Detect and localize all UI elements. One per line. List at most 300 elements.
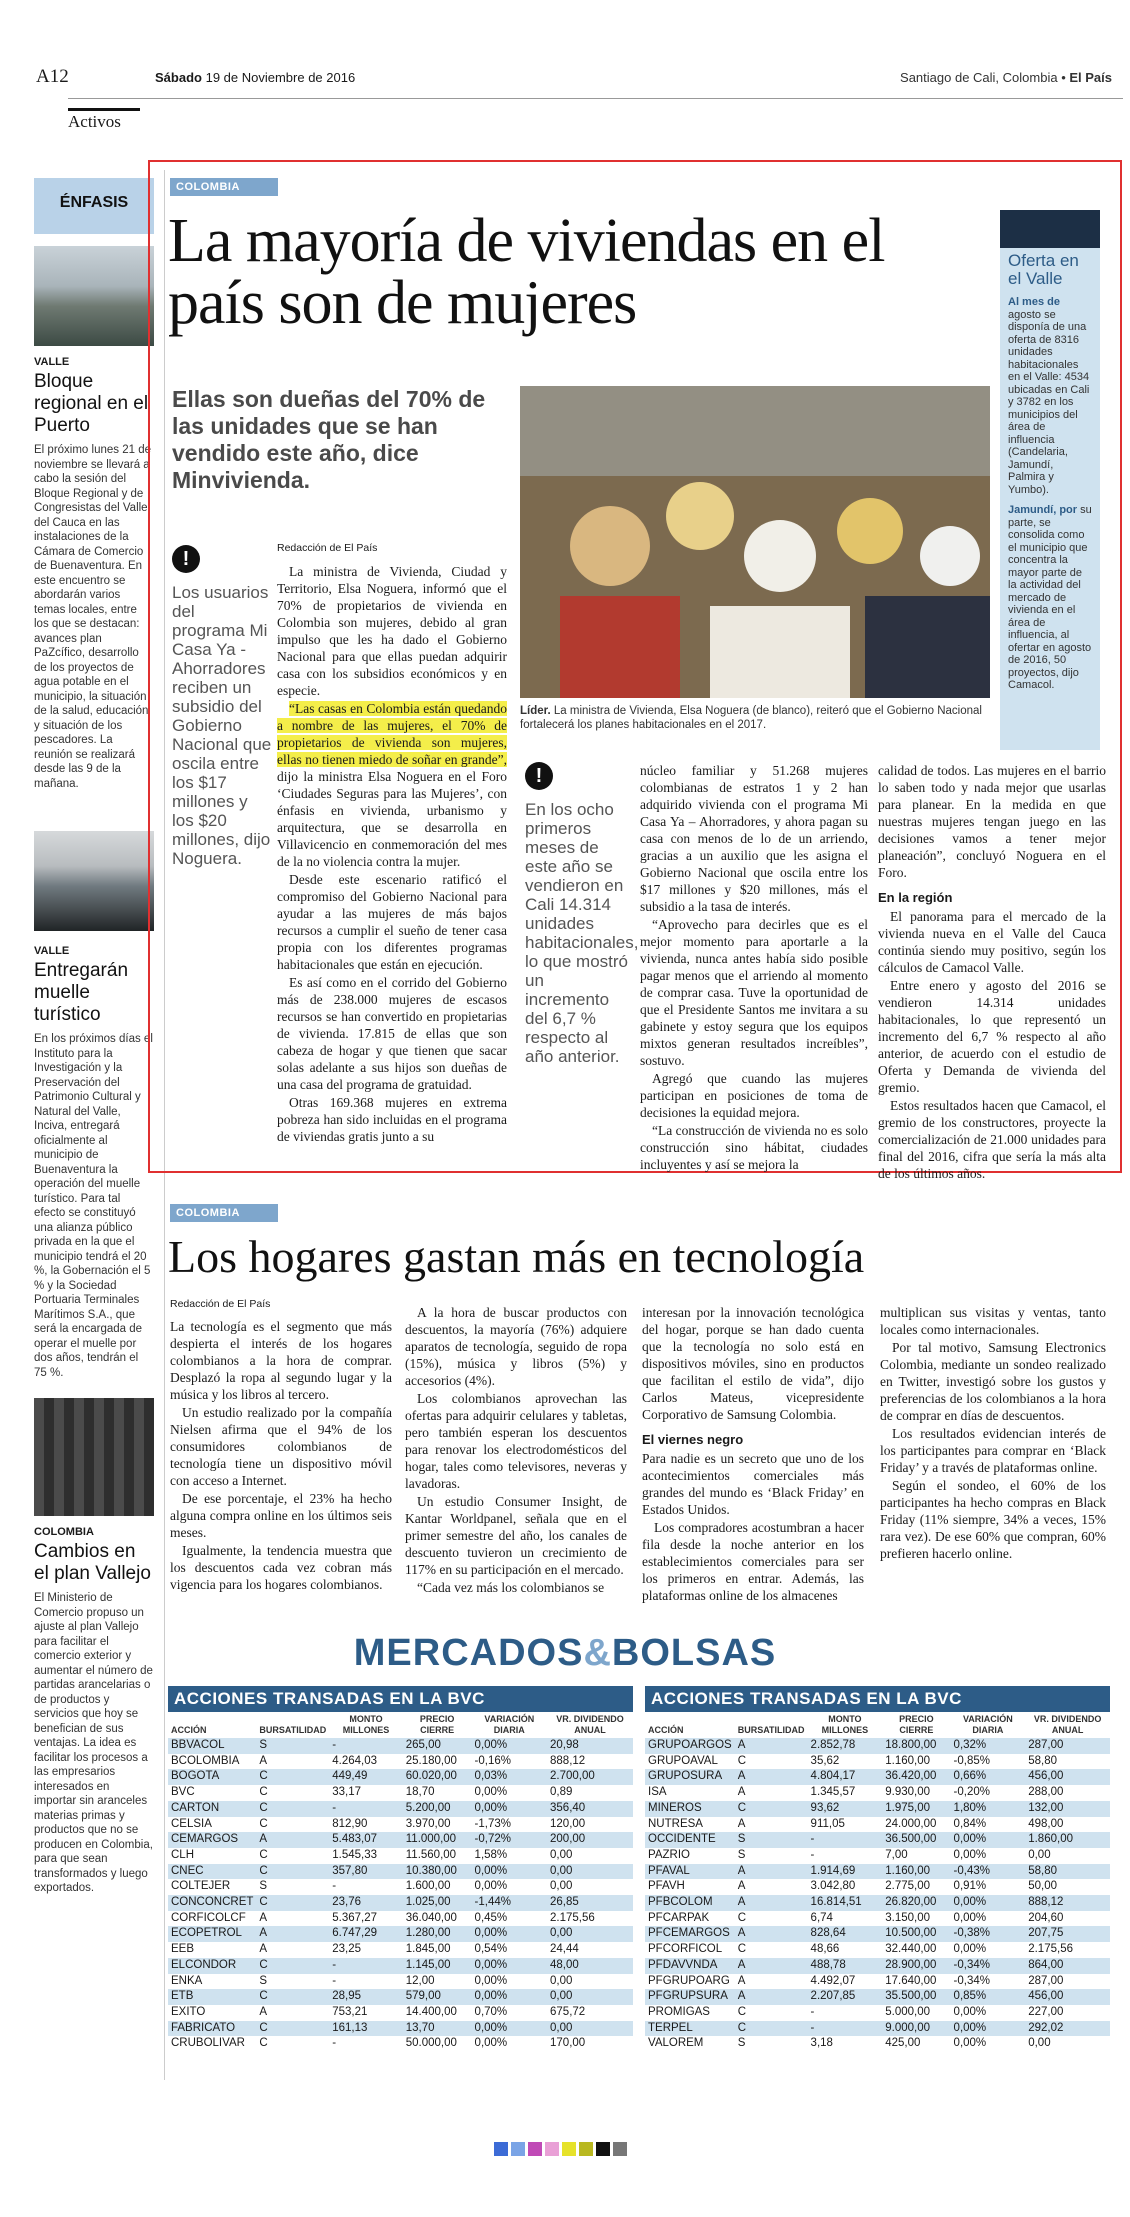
stocks-table-header <box>168 1712 633 1738</box>
markets-title-left: MERCADOS <box>353 1632 584 1674</box>
sidebar-item <box>34 356 154 791</box>
stock-cell: 1.025,00 <box>403 1895 472 1911</box>
stock-cell: 0,00 <box>1025 2036 1110 2052</box>
article1-col2-p3: Agregó que cuando las mujeres participan en posiciones de toma de decisiones la equidad mejora. <box>640 1071 868 1120</box>
stock-row <box>168 1848 633 1864</box>
stock-cell: 498,00 <box>1025 1817 1110 1833</box>
stock-cell: 2.700,00 <box>547 1769 633 1785</box>
stock-cell: 1,80% <box>951 1801 1026 1817</box>
stock-cell: 0,45% <box>472 1911 547 1927</box>
stock-row <box>645 1817 1110 1833</box>
stock-cell: 828,64 <box>808 1926 883 1942</box>
stock-cell: 2.775,00 <box>882 1879 950 1895</box>
oferta-box <box>1000 210 1100 750</box>
stock-cell: PFAVH <box>645 1879 735 1895</box>
stocks-table-right <box>645 1712 1110 2052</box>
stock-cell: 5.483,07 <box>329 1832 403 1848</box>
stock-cell: 888,12 <box>547 1754 633 1770</box>
header-paper: El País <box>1069 70 1112 85</box>
stock-cell: 0,00 <box>547 1926 633 1942</box>
stock-cell: MINEROS <box>645 1801 735 1817</box>
article2-col2-p2: Los colombianos aprovechan las ofertas para adquirir celulares y tabletas, pero también esperan los descuentos para renovar los electrodomésticos del hogar, tales como televisores, neveras y lavadoras. <box>405 1391 627 1491</box>
article1-caption-lead: Líder. <box>520 705 551 717</box>
article1-column-2 <box>640 762 868 1174</box>
stock-row <box>645 1958 1110 1974</box>
info-callout-2-text: En los ocho primeros meses de este año se vendieron en Cali 14.314 unidades habitacionales, lo que mostró un incremento del 6,7 % respecto al año anterior. <box>525 800 639 1066</box>
stock-cell: -0,34% <box>951 1974 1026 1990</box>
stock-cell: -0,43% <box>951 1864 1026 1880</box>
stock-cell: 0,00% <box>472 1974 547 1990</box>
stocks-column-header: BURSATILIDAD <box>259 1725 327 1735</box>
stock-cell: 356,40 <box>547 1801 633 1817</box>
stock-cell: 11.000,00 <box>403 1832 472 1848</box>
stock-cell: 9.930,00 <box>882 1785 950 1801</box>
sidebar-item-title: Cambios en el plan Vallejo <box>34 1541 151 1584</box>
stock-row <box>168 1926 633 1942</box>
article2-headline: Los hogares gastan más en tecnología <box>168 1231 865 1282</box>
registration-swatch <box>579 2142 593 2156</box>
stock-cell: 0,00% <box>472 1926 547 1942</box>
stock-cell: 0,84% <box>951 1817 1026 1833</box>
article2-col1-p1: La tecnología es el segmento que más despierta el interés de los hogares colombianos a la hora de comprar. Desplazó la ropa al segundo lugar y la música y los libros al tercero. <box>170 1319 392 1402</box>
stock-cell: 0,00% <box>472 1785 547 1801</box>
stock-cell: 288,00 <box>1025 1785 1110 1801</box>
stock-cell: 287,00 <box>1025 1974 1110 1990</box>
stock-cell: 2.852,78 <box>808 1738 883 1754</box>
stock-cell: PFGRUPSURA <box>645 1989 735 2005</box>
stock-cell: 675,72 <box>547 2005 633 2021</box>
stock-cell: -0,85% <box>951 1754 1026 1770</box>
stock-cell: 11.560,00 <box>403 1848 472 1864</box>
registration-swatch <box>562 2142 576 2156</box>
stock-cell: C <box>256 2036 329 2052</box>
sidebar-photo-containers <box>34 1398 154 1516</box>
stock-cell: 1.860,00 <box>1025 1832 1110 1848</box>
section-label: Activos <box>68 108 140 132</box>
stock-cell: PFDAVVNDA <box>645 1958 735 1974</box>
stock-cell: BBVACOL <box>168 1738 256 1754</box>
stocks-table-header <box>645 1712 1110 1738</box>
stocks-column-header: BURSATILIDAD <box>737 1725 805 1735</box>
markets-title-amp: & <box>583 1632 612 1674</box>
stock-cell: A <box>735 1769 808 1785</box>
markets-title <box>0 1632 1130 1675</box>
exclamation-icon: ! <box>172 545 200 573</box>
stock-cell: PFGRUPOARG <box>645 1974 735 1990</box>
stock-cell: ECOPETROL <box>168 1926 256 1942</box>
stock-row <box>168 1989 633 2005</box>
stock-cell: 456,00 <box>1025 1989 1110 2005</box>
article1-column-1 <box>277 540 507 1146</box>
stock-cell: 10.380,00 <box>403 1864 472 1880</box>
stock-cell: 812,90 <box>329 1817 403 1833</box>
stock-cell: GRUPOAVAL <box>645 1754 735 1770</box>
article1-photo-art <box>520 386 990 698</box>
stock-cell: 1.345,57 <box>808 1785 883 1801</box>
stock-row <box>645 1974 1110 1990</box>
article2-col4-p2: Por tal motivo, Samsung Electronics Colombia, mediante un sondeo realizado en Twitter, investigó sobre los gustos y preferencias de los colombianos a la hora de comprar en días de descuentos. <box>880 1340 1106 1423</box>
oferta-box-title: Oferta en el Valle <box>1008 251 1079 288</box>
header-date-text: 19 de Noviembre de 2016 <box>205 70 356 85</box>
stock-cell: -1,73% <box>472 1817 547 1833</box>
stock-cell: 5.200,00 <box>403 1801 472 1817</box>
stocks-panel-left <box>168 1686 633 2052</box>
sidebar-item <box>34 1526 154 1896</box>
stock-cell: 25.180,00 <box>403 1754 472 1770</box>
stock-cell: 488,78 <box>808 1958 883 1974</box>
article1-col1-p3: Desde este escenario ratificó el compromiso del Gobierno Nacional para ayudar a las mujeres de más bajos recursos a cumplir el sueño de tener casa propia con los diferentes programas habitacionales que están en ejecución. <box>277 872 507 972</box>
stock-cell: A <box>735 1864 808 1880</box>
stock-row <box>645 1879 1110 1895</box>
stock-cell: A <box>256 1942 329 1958</box>
page-number: A12 <box>36 66 69 87</box>
stock-cell: C <box>256 1989 329 2005</box>
stock-cell: 0,00% <box>951 2005 1026 2021</box>
sidebar-item-kicker: COLOMBIA <box>34 1526 94 1538</box>
article1-col2-p2: “Aprovecho para decirles que es el mejor momento para aportarle a la vivienda, nunca antes había sido posible pagar menos que el arriendo al momento de comprar casa. Tuve la oportunidad de que el Presidente Santos me invitara a su gabinete y estoy segura que los equipos mixtos generan resultados increíbles”, sostuvo. <box>640 917 868 1068</box>
stock-cell: 579,00 <box>403 1989 472 2005</box>
stock-cell: 93,62 <box>808 1801 883 1817</box>
stock-cell: C <box>256 1785 329 1801</box>
article1-caption-text: La ministra de Vivienda, Elsa Noguera (de blanco), reiteró que el Gobierno Nacional fortalecerá los planes habitacionales en el 2017. <box>520 705 982 731</box>
stock-cell: A <box>735 1817 808 1833</box>
stock-row <box>645 1754 1110 1770</box>
stock-cell: 28.900,00 <box>882 1958 950 1974</box>
stock-row <box>645 1989 1110 2005</box>
sidebar-photo-dock <box>34 831 154 931</box>
stock-cell: 120,00 <box>547 1817 633 1833</box>
stock-cell: 32.440,00 <box>882 1942 950 1958</box>
article1-col2-p4: “La construcción de vivienda no es solo construcción sino hábitat, ciudades incluyentes y así se mejora la <box>640 1123 868 1172</box>
stock-cell: 449,49 <box>329 1769 403 1785</box>
stock-cell: 0,00% <box>472 1879 547 1895</box>
registration-swatch <box>528 2142 542 2156</box>
oferta-box-topbar <box>1000 210 1100 248</box>
stock-cell: 23,25 <box>329 1942 403 1958</box>
stock-cell: A <box>735 1974 808 1990</box>
article1-col3-p1: calidad de todos. Las mujeres en el barrio lo saben todo y nada mejor que usarlas para planear. En la medida en que nuestras mujeres tengan juego en las decisiones vamos a tener mejor planeación”, concluyó Noguera en el Foro. <box>878 763 1106 880</box>
stock-cell: PFCEMARGOS <box>645 1926 735 1942</box>
stock-cell: 0,00% <box>472 2021 547 2037</box>
stock-cell: 1.600,00 <box>403 1879 472 1895</box>
stock-row <box>168 1879 633 1895</box>
stock-cell: 0,03% <box>472 1769 547 1785</box>
stock-cell: 753,21 <box>329 2005 403 2021</box>
stock-cell: 0,00% <box>951 1911 1026 1927</box>
stock-cell: ENKA <box>168 1974 256 1990</box>
stock-cell: A <box>735 1895 808 1911</box>
stock-cell: 1.280,00 <box>403 1926 472 1942</box>
article2-col2-p4: “Cada vez más los colombianos se <box>417 1580 605 1595</box>
stock-cell: 132,00 <box>1025 1801 1110 1817</box>
stocks-panel-right <box>645 1686 1110 2052</box>
stock-cell: 13,70 <box>403 2021 472 2037</box>
stock-cell: S <box>256 1974 329 1990</box>
highlighted-quote: “Las casas en Colombia están quedando a nombre de las mujeres, el 70% de propietarios de vivienda son mujeres, ellas no tienen miedo de soñar en grande”, <box>277 701 507 767</box>
stock-row <box>168 1832 633 1848</box>
stock-row <box>645 2036 1110 2052</box>
stock-cell: 3.150,00 <box>882 1911 950 1927</box>
stock-cell: C <box>256 1848 329 1864</box>
stock-cell: C <box>256 2021 329 2037</box>
stocks-column-header: ACCIÓN <box>171 1725 207 1735</box>
stock-row <box>168 1864 633 1880</box>
stock-cell: GRUPOSURA <box>645 1769 735 1785</box>
registration-swatch <box>511 2142 525 2156</box>
stock-cell: 2.207,85 <box>808 1989 883 2005</box>
stock-cell: 227,00 <box>1025 2005 1110 2021</box>
stock-cell: 0,00 <box>547 2021 633 2037</box>
stock-cell: 1,58% <box>472 1848 547 1864</box>
stock-cell: 0,00 <box>547 1879 633 1895</box>
stock-cell: 0,00% <box>951 1832 1026 1848</box>
stock-cell: C <box>735 1801 808 1817</box>
article1-col1-p1: La ministra de Vivienda, Ciudad y Territorio, Elsa Noguera, informó que el 70% de propietarios de vivienda en Colombia son mujeres, debido al gran impulso que les ha dado el Gobierno Nacional para que ellas puedan adquirir casa con los subsidios económicos y en especie. <box>277 564 507 698</box>
info-callout-1-text: Los usuarios del programa Mi Casa Ya - Ahorradores reciben un subsidio del Gobierno Nacional que oscila entre los $17 millones y los $20 millones, dijo Noguera. <box>172 583 272 868</box>
stock-cell: 9.000,00 <box>882 2021 950 2037</box>
stock-row <box>168 1942 633 1958</box>
stock-cell: 16.814,51 <box>808 1895 883 1911</box>
oferta-box-body-2 <box>1000 500 1100 696</box>
stocks-column-header: ACCIÓN <box>648 1725 684 1735</box>
article2-col2-p1: A la hora de buscar productos con descuentos, la mayoría (76%) adquiere aparatos de tecnología, seguido de ropa (15%), música y libros (5%) y accesorios (4%). <box>405 1305 627 1388</box>
article2-column-2 <box>405 1304 627 1597</box>
article2-column-1 <box>170 1318 392 1594</box>
stock-cell: 28,95 <box>329 1989 403 2005</box>
stock-cell: EXITO <box>168 2005 256 2021</box>
stock-cell: 6.747,29 <box>329 1926 403 1942</box>
article1-col3-p3: Entre enero y agosto del 2016 se vendieron 14.314 unidades habitacionales, lo que representó un incremento del 6,7 % respecto al año anterior, de acuerdo con el estudio de Oferta y Demanda de vivienda del gremio. <box>878 978 1106 1095</box>
stock-cell: 14.400,00 <box>403 2005 472 2021</box>
stock-cell: CARTON <box>168 1801 256 1817</box>
sidebar-item-title: Entregarán muelle turístico <box>34 960 129 1025</box>
stock-cell: PAZRIO <box>645 1848 735 1864</box>
stock-cell: 3,18 <box>808 2036 883 2052</box>
oferta-box-body-1 <box>1000 292 1100 500</box>
stock-row <box>168 2036 633 2052</box>
article1-photo <box>520 386 990 698</box>
stock-cell: 425,00 <box>882 2036 950 2052</box>
stock-cell: 0,91% <box>951 1879 1026 1895</box>
stock-cell: ISA <box>645 1785 735 1801</box>
stock-cell: 3.042,80 <box>808 1879 883 1895</box>
stock-cell: 2.175,56 <box>547 1911 633 1927</box>
article2-col4-p4: Según el sondeo, el 60% de los participantes ha hecho compras en Black Friday (11% siempre, 34% a veces, 15% rara vez). De ese 60% que compran, 60% prefieren hacerlo online. <box>880 1478 1106 1561</box>
stock-cell: BCOLOMBIA <box>168 1754 256 1770</box>
sidebar-item-body: El Ministerio de Comercio propuso un ajuste al plan Vallejo para facilitar el comercio exterior y aumentar el número de partidas arancelarias o de productos y servicios que hoy se benefician de sus ventajas. La idea es facilitar los procesos a las empresarios interesados en importar sin aranceles materias primas y productos que no se producen en Colombia, para que sean transformados y luego exportados. <box>34 1592 153 1894</box>
stock-cell: 0,89 <box>547 1785 633 1801</box>
stock-row <box>168 1785 633 1801</box>
stock-cell: 10.500,00 <box>882 1926 950 1942</box>
stock-row <box>168 1895 633 1911</box>
stock-cell: C <box>256 1769 329 1785</box>
stock-cell: 36.500,00 <box>882 1832 950 1848</box>
stock-cell: A <box>735 1926 808 1942</box>
stock-cell: 0,00 <box>547 1864 633 1880</box>
stock-cell: COLTEJER <box>168 1879 256 1895</box>
stock-cell: 17.640,00 <box>882 1974 950 1990</box>
article2-column-4 <box>880 1304 1106 1563</box>
stock-row <box>645 1926 1110 1942</box>
stock-cell: - <box>329 1974 403 1990</box>
stock-cell: 18.800,00 <box>882 1738 950 1754</box>
article2-col1-p4: Igualmente, la tendencia muestra que los descuentos cada vez cobran más vigencia para los hogares colombianos. <box>170 1543 392 1592</box>
stock-cell: 1.545,33 <box>329 1848 403 1864</box>
stock-cell: ELCONDOR <box>168 1958 256 1974</box>
stock-row <box>645 1942 1110 1958</box>
stock-cell: NUTRESA <box>645 1817 735 1833</box>
stock-cell: C <box>735 1911 808 1927</box>
stock-cell: 200,00 <box>547 1832 633 1848</box>
stock-cell: 24.000,00 <box>882 1817 950 1833</box>
article1-col1-p2-rest: dijo la ministra Elsa Noguera en el Foro ‘Ciudades Seguras para las Mujeres’, con énfasis en vivienda, urbanismo y arquitectura, que se desarrolla en Villavicencio en conmemoración del mes de la no violencia contra la mujer. <box>277 769 507 869</box>
stocks-column-header: VARIACIÓN DIARIA <box>484 1714 535 1735</box>
stock-cell: A <box>256 1926 329 1942</box>
article1-col1-p5: Otras 169.368 mujeres en extrema pobreza han sido incluidas en el programa de viviendas gratis junto a su <box>277 1095 507 1144</box>
stock-row <box>645 1895 1110 1911</box>
stock-cell: - <box>808 1832 883 1848</box>
stock-row <box>645 1769 1110 1785</box>
stock-cell: CRUBOLIVAR <box>168 2036 256 2052</box>
stock-cell: 0,00% <box>472 1864 547 1880</box>
stock-cell: A <box>735 1989 808 2005</box>
stock-cell: -0,72% <box>472 1832 547 1848</box>
stock-cell: 4.804,17 <box>808 1769 883 1785</box>
stock-cell: 1.145,00 <box>403 1958 472 1974</box>
oferta-box-text-2: su parte, se consolida como el municipio que concentra la mayor parte de la actividad del mercado de vivienda en el área de influencia, al ofertar en agosto de 2016, 50 proyectos, dijo Camacol. <box>1008 504 1092 691</box>
registration-swatch <box>613 2142 627 2156</box>
article2-col2-p3: Un estudio Consumer Insight, de Kantar Worldpanel, señala que en el primer semestre del año, los canales de descuento tuvieron un crecimiento de 117% en su participación en el mercado. <box>405 1494 627 1577</box>
stock-cell: 0,00% <box>472 1958 547 1974</box>
stock-cell: 888,12 <box>1025 1895 1110 1911</box>
stock-cell: A <box>735 1879 808 1895</box>
stock-cell: S <box>735 1848 808 1864</box>
stock-cell: C <box>256 1817 329 1833</box>
stock-cell: C <box>256 1895 329 1911</box>
stock-row <box>168 1974 633 1990</box>
stock-cell: 36.040,00 <box>403 1911 472 1927</box>
article2-col3-subhead: El viernes negro <box>642 1432 744 1447</box>
stock-cell: 5.367,27 <box>329 1911 403 1927</box>
stock-cell: -1,44% <box>472 1895 547 1911</box>
stock-cell: S <box>256 1738 329 1754</box>
stock-cell: OCCIDENTE <box>645 1832 735 1848</box>
header-location: Santiago de Cali, Colombia • El País <box>900 70 1112 85</box>
stock-cell: 0,00 <box>547 1974 633 1990</box>
article1-caption <box>520 704 990 732</box>
stock-cell: C <box>256 1958 329 1974</box>
stocks-column-header: VR. DIVIDENDO ANUAL <box>556 1714 624 1735</box>
stock-cell: 26.820,00 <box>882 1895 950 1911</box>
stock-cell: - <box>329 2036 403 2052</box>
stock-cell: 4.492,07 <box>808 1974 883 1990</box>
stock-cell: 1.160,00 <box>882 1864 950 1880</box>
stock-cell: 0,54% <box>472 1942 547 1958</box>
stock-row <box>168 1801 633 1817</box>
stock-cell: 1.845,00 <box>403 1942 472 1958</box>
stock-cell: 5.000,00 <box>882 2005 950 2021</box>
stocks-table-body <box>168 1738 633 2052</box>
stock-cell: CELSIA <box>168 1817 256 1833</box>
stock-cell: A <box>256 1754 329 1770</box>
stocks-column-header: PRECIO CIERRE <box>419 1714 455 1735</box>
article1-column-3 <box>878 762 1106 1183</box>
stock-cell: 292,02 <box>1025 2021 1110 2037</box>
stock-row <box>168 1817 633 1833</box>
stock-cell: 36.420,00 <box>882 1769 950 1785</box>
stock-cell: BOGOTA <box>168 1769 256 1785</box>
article2-column-3 <box>642 1304 864 1605</box>
stock-row <box>645 1911 1110 1927</box>
stock-row <box>168 1754 633 1770</box>
stock-row <box>645 1785 1110 1801</box>
stock-cell: C <box>256 1801 329 1817</box>
stock-row <box>168 2021 633 2037</box>
stock-cell: 1.975,00 <box>882 1801 950 1817</box>
header-day: Sábado <box>155 70 202 85</box>
stock-row <box>168 1958 633 1974</box>
sidebar-enfasis-label: ÉNFASIS <box>59 194 129 211</box>
stock-cell: 0,00% <box>951 2036 1026 2052</box>
stocks-column-header: MONTO MILLONES <box>821 1714 869 1735</box>
stock-cell: C <box>256 1864 329 1880</box>
stock-cell: GRUPOARGOS <box>645 1738 735 1754</box>
stock-cell: C <box>735 2021 808 2037</box>
stock-cell: PROMIGAS <box>645 2005 735 2021</box>
stock-cell: 26,85 <box>547 1895 633 1911</box>
stock-cell: -0,34% <box>951 1958 1026 1974</box>
stocks-table-left <box>168 1712 633 2052</box>
info-callout-1 <box>172 545 272 868</box>
article2-col1-p2: Un estudio realizado por la compañía Nielsen afirma que el 94% de los consumidores colombianos de tecnología tiene un dispositivo móvil con acceso a Internet. <box>170 1405 392 1488</box>
info-callout-2 <box>525 762 639 1066</box>
stock-cell: 33,17 <box>329 1785 403 1801</box>
stock-cell: CEMARGOS <box>168 1832 256 1848</box>
stock-cell: 58,80 <box>1025 1754 1110 1770</box>
stock-cell: 161,13 <box>329 2021 403 2037</box>
stock-cell: 0,00% <box>951 1848 1026 1864</box>
stock-cell: 3.970,00 <box>403 1817 472 1833</box>
stock-cell: - <box>329 1879 403 1895</box>
stock-cell: 48,00 <box>547 1958 633 1974</box>
stock-cell: 911,05 <box>808 1817 883 1833</box>
stock-cell: CLH <box>168 1848 256 1864</box>
stock-cell: 4.264,03 <box>329 1754 403 1770</box>
stock-row <box>645 1864 1110 1880</box>
stock-cell: S <box>735 2036 808 2052</box>
sidebar-item-body: En los próximos días el Instituto para la Investigación y la Preservación del Patrimonio Cultural y Natural del Valle, Inciva, entregará oficialmente al municipio de Buenaventura la operación del muelle turístico. Para tal efecto se constituyó una alianza público privada en la que el municipio tendrá el 20 %, la Gobernación el 5 % y la Sociedad Portuaria Terminales Marítimos S.A., que será la encargada de operar el muelle por dos años, tendrán el 75 %. <box>34 1033 153 1379</box>
stocks-column-header: MONTO MILLONES <box>342 1714 390 1735</box>
article1-col2-p1: núcleo familiar y 51.268 mujeres colombianas de estratos 1 y 2 han adquirido vivienda con el programa Mi Casa Ya – Ahorradores, y ahora pagan su casa con menos de lo de un arriendo, gracias a un auxilio que les asigna el Gobierno Nacional que oscila entre los $17 millones y $20 millones, más el subsidio a la tasa de interés. <box>640 763 868 914</box>
stocks-column-header: VR. DIVIDENDO ANUAL <box>1033 1714 1102 1735</box>
stock-cell: 265,00 <box>403 1738 472 1754</box>
stock-cell: 35,62 <box>808 1754 883 1770</box>
stock-cell: A <box>256 1832 329 1848</box>
article1-col3-p2: El panorama para el mercado de la vivienda nueva en el Valle del Cauca continúa siendo muy positivo, según los cálculos de Camacol Valle. <box>878 909 1106 975</box>
stock-row <box>168 1769 633 1785</box>
stock-cell: 0,00% <box>472 1738 547 1754</box>
article1-col3-p4: Estos resultados hacen que Camacol, el gremio de los constructores, proyecte la comercialización de 21.000 unidades para final del 2016, cifra que sería la más alta de los últimos años. <box>878 1098 1106 1181</box>
stock-cell: 207,75 <box>1025 1926 1110 1942</box>
stock-cell: A <box>256 2005 329 2021</box>
stock-cell: 0,00% <box>951 2021 1026 2037</box>
stocks-panel-title: ACCIONES TRANSADAS EN LA BVC <box>645 1686 1110 1712</box>
stock-row <box>645 1832 1110 1848</box>
sidebar-item-body: El próximo lunes 21 de noviembre se llevará a cabo la sesión del Bloque Regional y de Congresistas del Valle del Cauca en las instalaciones de la Cámara de Comercio de Buenaventura. En este encuentro se abordarán varios temas locales, entre los que se destacan: avances plan PaZcífico, desarrollo de los proyectos de agua potable en el municipio, la situación de la salud, educación y situación de los pescadores. La reunión se realizará desde las 9 de la mañana. <box>34 444 151 790</box>
stock-cell: 18,70 <box>403 1785 472 1801</box>
stock-cell: 2.175,56 <box>1025 1942 1110 1958</box>
article2-col1-p3: De ese porcentaje, el 23% ha hecho alguna compra online en los últimos seis meses. <box>170 1491 392 1540</box>
